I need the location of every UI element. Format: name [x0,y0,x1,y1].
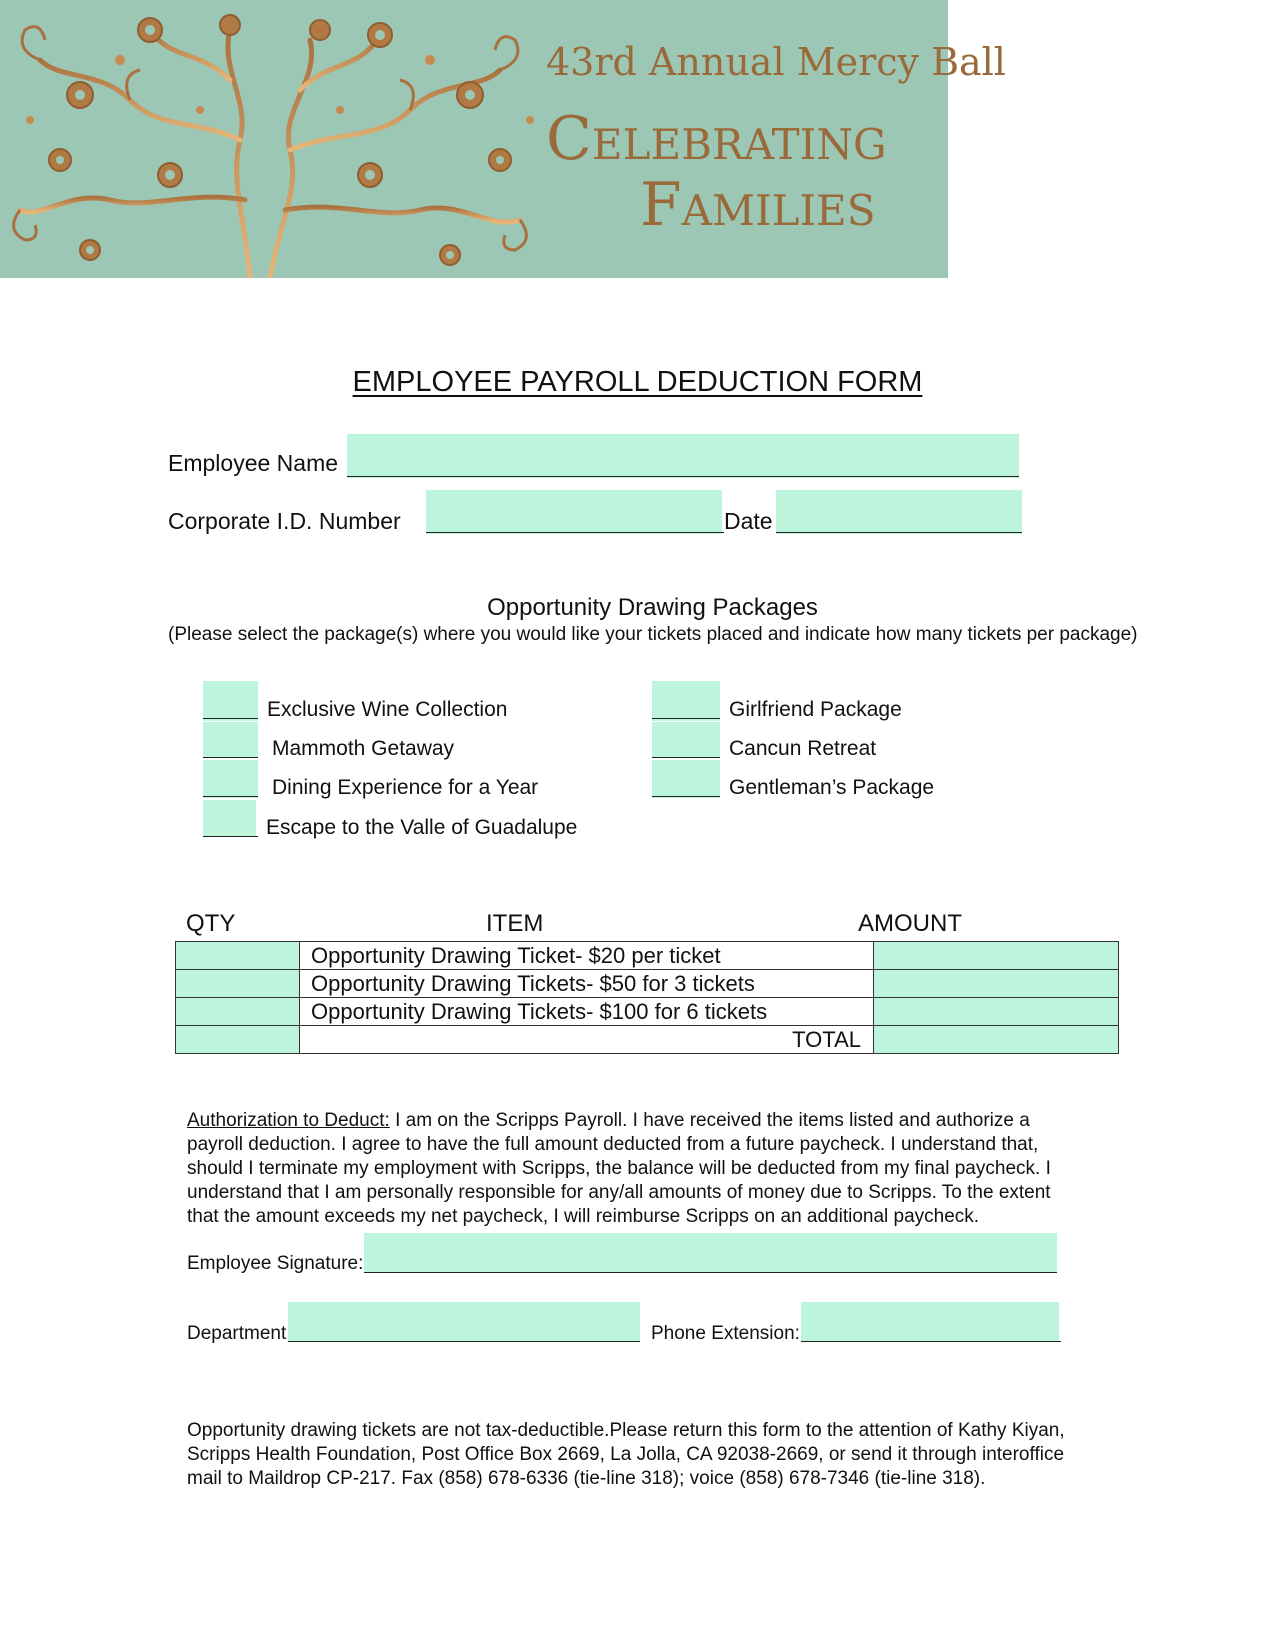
authorization-heading: Authorization to Deduct: [187,1110,390,1131]
footer-line: Scripps Health Foundation, Post Office Box 2669, La Jolla, CA 92038-2669, or send it through interoffice [187,1444,1065,1465]
qty-header: QTY [186,910,236,937]
banner-line-2: Celebrating [546,104,887,174]
table-row [176,942,1119,970]
package-label: Gentleman’s Package [729,776,935,799]
packages-heading: Opportunity Drawing Packages [487,594,818,621]
package-qty-underline [652,796,720,797]
signature-underline [364,1272,1057,1273]
employee-name-underline [347,476,1019,477]
amount-field[interactable] [874,970,1119,998]
total-label: TOTAL [300,1026,874,1054]
package-qty-underline [652,718,720,719]
phone-extension-field[interactable] [801,1302,1059,1342]
banner-line-3: Families [640,170,876,240]
package-label: Mammoth Getaway [272,737,455,760]
footer-note [187,1419,1187,1491]
package-qty-field[interactable] [203,722,258,758]
phone-extension-label: Phone Extension: [651,1323,800,1344]
package-qty-underline [203,836,258,837]
package-qty-field[interactable] [203,681,258,721]
package-qty-field[interactable] [203,800,256,836]
total-amount-field[interactable] [874,1026,1119,1054]
package-qty-underline [203,757,258,758]
footer-line: mail to Maildrop CP-217. Fax (858) 678-6336 (tie-line 318); voice (858) 678-7346 (tie-line 318). [187,1468,986,1489]
department-label: Department [187,1323,287,1344]
authorization-line: payroll deduction. I agree to have the full amount deducted from a future paycheck. I understand that, [187,1134,1039,1155]
package-qty-field[interactable] [652,681,720,721]
employee-name-label: Employee Name [168,450,339,476]
table-row [176,998,1119,1026]
order-table [175,941,1119,1054]
form-title: EMPLOYEE PAYROLL DEDUCTION FORM [352,366,923,398]
authorization-line: understand that I am personally responsible for any/all amounts of money due to Scripps. To the extent [187,1182,1051,1203]
amount-field[interactable] [874,942,1119,970]
event-banner [0,0,1006,278]
package-label: Girlfriend Package [729,698,902,721]
item-description: Opportunity Drawing Ticket- $20 per ticket [300,942,874,970]
item-description: Opportunity Drawing Tickets- $50 for 3 tickets [300,970,874,998]
date-field[interactable] [776,490,1022,534]
package-qty-field[interactable] [652,760,720,798]
signature-field[interactable] [364,1233,1057,1273]
package-qty-underline [652,757,720,758]
signature-label: Employee Signature: [187,1253,364,1274]
package-label: Exclusive Wine Collection [267,698,508,721]
phone-extension-underline [801,1341,1061,1342]
package-label: Dining Experience for a Year [272,776,539,799]
package-label: Escape to the Valle of Guadalupe [266,816,578,839]
department-underline [288,1341,640,1342]
corporate-id-label: Corporate I.D. Number [168,508,401,534]
table-row [176,970,1119,998]
total-qty-field[interactable] [176,1026,300,1054]
employee-name-field[interactable] [347,434,1019,478]
package-label: Cancun Retreat [729,737,877,760]
item-description: Opportunity Drawing Tickets- $100 for 6 tickets [300,998,874,1026]
total-row [176,1026,1119,1054]
packages-instruction: (Please select the package(s) where you would like your tickets placed and indicate how many tickets per package) [168,624,1138,645]
authorization-line: should I terminate my employment with Scripps, the balance will be deducted from my final paycheck. I [187,1158,1051,1179]
department-field[interactable] [288,1302,640,1342]
amount-field[interactable] [874,998,1119,1026]
package-qty-field[interactable] [203,760,258,798]
item-header: ITEM [486,910,544,937]
authorization-line: that the amount exceeds my net paycheck, I will reimburse Scripps on an additional paycheck. [187,1206,980,1227]
amount-header: AMOUNT [858,910,962,937]
footer-line: Opportunity drawing tickets are not tax-deductible.Please return this form to the attention of Kathy Kiyan, [187,1420,1065,1441]
package-qty-underline [203,796,258,797]
qty-field[interactable] [176,942,300,970]
authorization-paragraph [187,1109,1087,1229]
package-qty-field[interactable] [652,722,720,758]
package-qty-underline [203,718,258,719]
authorization-line: I am on the Scripps Payroll. I have received the items listed and authorize a [389,1110,1030,1131]
corporate-id-field[interactable] [426,490,722,534]
corporate-id-underline [426,532,724,533]
date-underline [776,532,1022,533]
date-label: Date [724,508,773,534]
banner-line-1: 43rd Annual Mercy Ball [546,40,1006,84]
qty-field[interactable] [176,970,300,998]
qty-field[interactable] [176,998,300,1026]
